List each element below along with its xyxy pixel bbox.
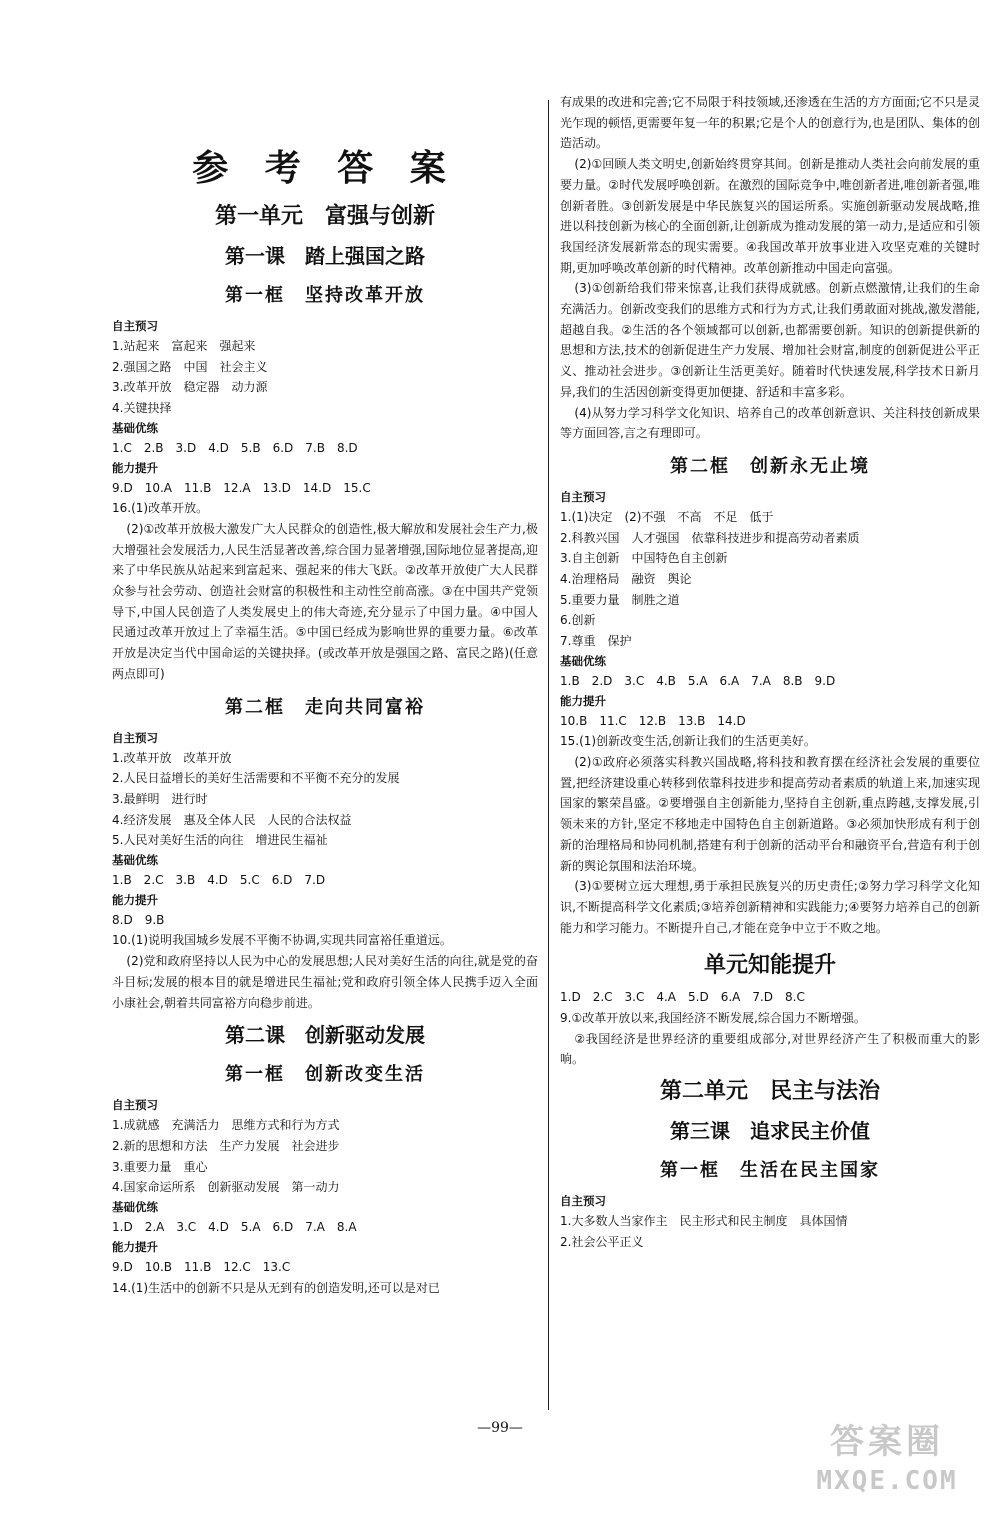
answer-line: 3.自主创新 中国特色自主创新 bbox=[560, 551, 728, 566]
answer-line: 10.B 11.C 12.B 13.B 14.D bbox=[560, 713, 746, 728]
answer-line: 1.B 2.C 3.B 4.D 5.C 6.D 7.D bbox=[112, 873, 326, 888]
answer-line: 4.国家命运所系 创新驱动发展 第一动力 bbox=[112, 1180, 340, 1195]
answer-line: 4.经济发展 惠及全体人民 人民的合法权益 bbox=[112, 812, 352, 827]
answer-line: 2.科教兴国 人才强国 依靠科技进步和提高劳动者素质 bbox=[560, 530, 860, 545]
answer-line: 8.D 9.B bbox=[112, 912, 165, 927]
frame-heading: 第一框 坚持改革开放 bbox=[225, 285, 425, 306]
unit-review-heading: 单元知能提升 bbox=[703, 953, 836, 979]
answer-line: 1.大多数人当家作主 民主形式和民主制度 具体国情 bbox=[560, 1214, 848, 1229]
answer-line: 4.治理格局 融资 舆论 bbox=[560, 572, 692, 587]
right-column bbox=[560, 92, 980, 1253]
lesson-heading: 第二课 创新驱动发展 bbox=[225, 1023, 425, 1048]
answer-paragraph: 10.(1)说明我国城乡发展不平衡不协调,实现共同富裕任重道远。 bbox=[112, 933, 452, 948]
answer-paragraph: (2)党和政府坚持以人民为中心的发展思想;人民对美好生活的向往,就是党的奋斗目标;发展的根本目的就是增进民生福祉;党和政府引领全体人民携手迈入全面小康社会,朝着共同富裕方向稳步前进。 bbox=[112, 954, 538, 1010]
answer-paragraph: (2)①政府必须落实科教兴国战略,将科技和教育摆在经济社会发展的重要位置,把经济建设重心转移到依靠科技进步和提高劳动者素质的轨道上来,加速实现国家的繁荣昌盛。②要增强自主创新能力,坚持自主创新,重点跨越,支撑发展,引领未来的方针,坚定不移地走中国特色自主创新道路。③必须加快形成有利于创新的治理格局和协同机制,搭建有利于创新的活动平台和融资平台,营造有利于创新的舆论氛围和法治环境。 bbox=[560, 754, 980, 873]
section-label: 自主预习 bbox=[560, 489, 606, 504]
answer-line: 2.人民日益增长的美好生活需要和不平衡不充分的发展 bbox=[112, 771, 400, 786]
answer-paragraph: (4)从努力学习科学文化知识、培养自己的改革创新意识、关注科技创新成果等方面回答,言之有理即可。 bbox=[560, 405, 980, 441]
answer-line: 14.(1)生活中的创新不只是从无到有的创造发明,还可以是对已 bbox=[112, 1280, 440, 1295]
answer-line: 2.新的思想和方法 生产力发展 社会进步 bbox=[112, 1138, 340, 1153]
section-label: 能力提升 bbox=[112, 892, 158, 907]
answer-line: 3.最鲜明 进行时 bbox=[112, 791, 208, 806]
unit-heading: 第二单元 民主与法治 bbox=[659, 1079, 880, 1105]
lesson-heading: 第三课 追求民主价值 bbox=[670, 1119, 870, 1144]
watermark-text: 答案圈 bbox=[830, 1422, 944, 1462]
answer-line: 9.D 10.B 11.B 12.C 13.C bbox=[112, 1259, 291, 1274]
answer-paragraph: (2)①改革开放极大激发广大人民群众的创造性,极大解放和发展社会生产力,极大增强社会发展活力,人民生活显著改善,综合国力显著增强,国际地位显著提高,迎来了中华民族从站起来到富起来、强起来的伟大飞跃。②改革开放使广大人民群众参与社会劳动、创造社会财富的积极性和主动性空前高涨。③在中国共产党领导下,中国人民创造了人类发展史上的伟大奇迹,充分显示了中国力量。④中国人民通过改革开放过上了幸福生活。⑤中国已经成为影响世界的重要力量。⑥改革开放是决定当代中国命运的关键抉择。(或改革开放是强国之路、富民之路)(任意两点即可) bbox=[112, 521, 538, 681]
answer-line: 4.关键抉择 bbox=[112, 401, 172, 416]
section-label: 基础优练 bbox=[560, 653, 606, 668]
section-label: 自主预习 bbox=[112, 730, 158, 745]
answer-line: 9.①改革开放以来,我国经济不断发展,综合国力不断增强。 bbox=[560, 1011, 866, 1026]
left-column bbox=[112, 118, 538, 1298]
answer-line: 1.D 2.A 3.C 4.D 5.A 6.D 7.A 8.A bbox=[112, 1220, 357, 1235]
frame-heading: 第一框 创新改变生活 bbox=[225, 1064, 425, 1086]
answer-paragraph: (3)①要树立远大理想,勇于承担民族复兴的历史责任;②努力学习科学文化知识,不断提高科学文化素质;③培养创新精神和实践能力;④要努力培养自己的创新能力和学习能力。不断提升自己,才能在竞争中立于不败之地。 bbox=[560, 879, 980, 935]
frame-heading: 第二框 走向共同富裕 bbox=[225, 696, 425, 718]
answer-line: 1.改革开放 改革开放 bbox=[112, 750, 232, 765]
answer-line: 2.强国之路 中国 社会主义 bbox=[112, 359, 268, 374]
answer-line: 16.(1)改革开放。 bbox=[112, 501, 209, 516]
frame-heading: 第二框 创新永无止境 bbox=[670, 455, 870, 477]
section-label: 基础优练 bbox=[112, 1200, 158, 1215]
answer-line: 1.D 2.C 3.C 4.A 5.D 6.A 7.D 8.C bbox=[560, 990, 805, 1005]
section-label: 能力提升 bbox=[112, 1239, 158, 1254]
unit-heading: 第一单元 富强与创新 bbox=[214, 204, 435, 229]
answer-line: 15.(1)创新改变生活,创新让我们的生活更美好。 bbox=[560, 734, 816, 749]
answer-line: 6.创新 bbox=[560, 613, 596, 628]
section-label: 基础优练 bbox=[112, 853, 158, 868]
watermark-logo bbox=[792, 1418, 982, 1508]
section-label: 能力提升 bbox=[112, 460, 158, 475]
section-label: 基础优练 bbox=[112, 420, 158, 435]
answer-line: 2.社会公平正义 bbox=[560, 1234, 644, 1249]
answer-paragraph: 有成果的改进和完善;它不局限于科技领域,还渗透在生活的方方面面;它不只是灵光乍现的顿悟,更需要年复一年的积累;它是个人的创意行为,也是团队、集体的创造活动。 bbox=[560, 95, 980, 151]
answer-paragraph: (3)①创新给我们带来惊喜,让我们获得成就感。创新点燃激情,让我们的生命充满活力。创新改变我们的思维方式和行为方式,让我们勇敢面对挑战,激发潜能,超越自我。②生活的各个领域都可以创新,也都需要创新。知识的创新提供新的思想和方法,技术的创新促进生产力发展、增加社会财富,制度的创新促进公平正义、推动社会进步。③创新让生活更美好。随着时代快速发展,科学技术日新月异,我们的生活因创新变得更加便捷、舒适和丰富多彩。 bbox=[560, 281, 980, 399]
answer-line: 5.人民对美好生活的向往 增进民生福祉 bbox=[112, 833, 328, 848]
watermark-url: MXQE.COM bbox=[816, 1466, 958, 1496]
section-label: 能力提升 bbox=[560, 693, 606, 708]
frame-heading: 第一框 生活在民主国家 bbox=[660, 1160, 880, 1182]
page-number: —99— bbox=[477, 1420, 523, 1436]
answer-line: 9.D 10.A 11.B 12.A 13.D 14.D 15.C bbox=[112, 480, 371, 495]
answer-line: 3.改革开放 稳定器 动力源 bbox=[112, 380, 268, 395]
section-label: 自主预习 bbox=[560, 1194, 606, 1209]
answer-line: 1.(1)决定 (2)不强 不高 不足 低于 bbox=[560, 509, 774, 524]
answer-line: 1.成就感 充满活力 思维方式和行为方式 bbox=[112, 1118, 340, 1133]
answer-line: 7.尊重 保护 bbox=[560, 634, 632, 649]
lesson-heading: 第一课 踏上强国之路 bbox=[225, 244, 425, 268]
answer-line: 1.C 2.B 3.D 4.D 5.B 6.D 7.B 8.D bbox=[112, 440, 358, 455]
answer-paragraph: (2)①回顾人类文明史,创新始终贯穿其间。创新是推动人类社会向前发展的重要力量。②时代发展呼唤创新。在激烈的国际竞争中,唯创新者进,唯创新者强,唯创新者胜。③创新发展是中华民族复兴的国运所系。实施创新驱动发展战略,推进以科技创新为核心的全面创新,让创新成为推动发展的第一动力,是适应和引领我国经济发展新常态的现实需要。④我国改革开放事业进入攻坚克难的关键时期,更加呼唤改革创新的时代精神。改革创新推动中国走向富强。 bbox=[560, 157, 980, 275]
answer-line: 5.重要力量 制胜之道 bbox=[560, 592, 680, 607]
page-title: 参 考 答 案 bbox=[192, 147, 458, 189]
section-label: 自主预习 bbox=[112, 1098, 158, 1113]
answer-line: 3.重要力量 重心 bbox=[112, 1159, 208, 1174]
column-divider bbox=[548, 100, 549, 1410]
answer-line: 1.站起来 富起来 强起来 bbox=[112, 339, 256, 353]
answer-line: 1.B 2.D 3.C 4.B 5.A 6.A 7.A 8.B 9.D bbox=[560, 673, 836, 688]
section-label: 自主预习 bbox=[112, 319, 158, 333]
answer-paragraph: ②我国经济是世界经济的重要组成部分,对世界经济产生了积极而重大的影响。 bbox=[560, 1031, 980, 1067]
